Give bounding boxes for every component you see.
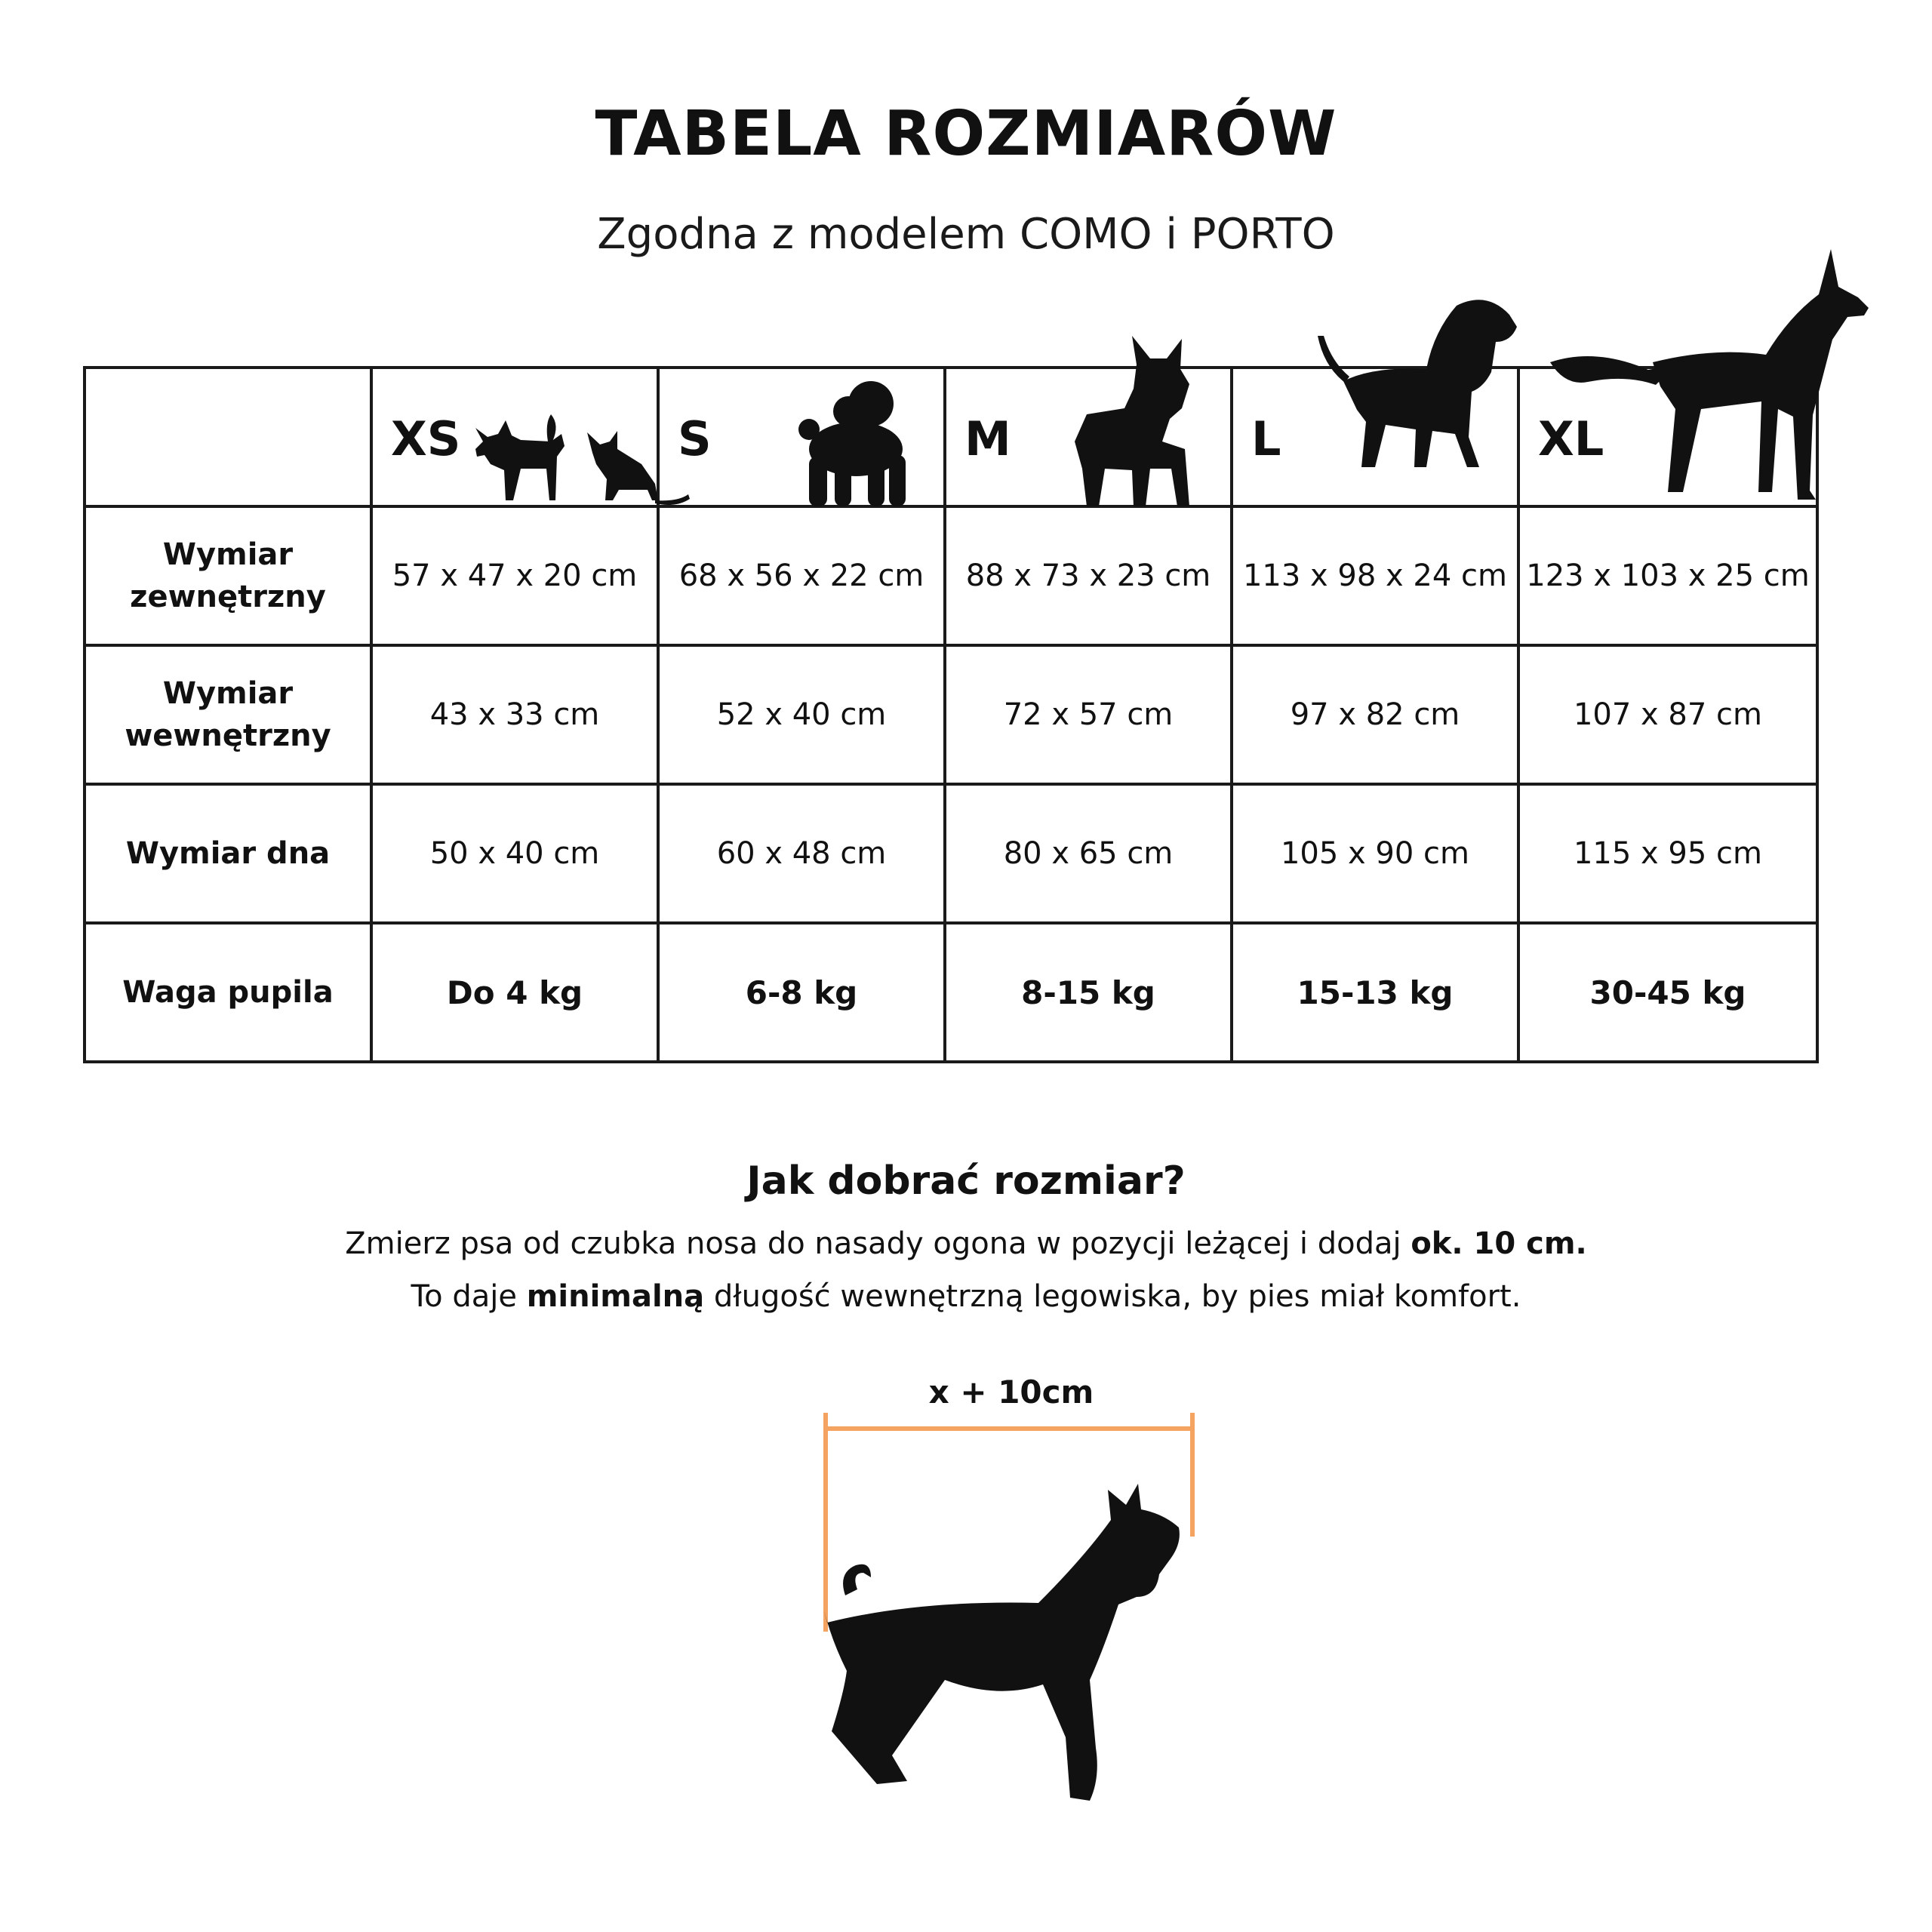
- howto-title: Jak dobrać rozmiar?: [746, 1158, 1186, 1204]
- size-label: M: [964, 411, 1011, 466]
- howto-emphasis: minimalną: [526, 1279, 705, 1314]
- table-cell: 50 x 40 cm: [371, 784, 658, 923]
- papillon-and-cat-icon: [468, 411, 694, 509]
- table-row: [85, 506, 1817, 645]
- french-bulldog-icon: [1072, 336, 1215, 509]
- measured-dog-figure: [755, 1396, 1238, 1864]
- howto-line-2: [0, 1279, 1932, 1314]
- row-label: Wymiar wewnętrzny: [85, 645, 371, 784]
- size-label: XS: [391, 411, 461, 466]
- size-label: L: [1251, 411, 1281, 466]
- table-cell: 8-15 kg: [945, 923, 1232, 1062]
- table-cell: 123 x 103 x 25 cm: [1518, 506, 1817, 645]
- table-cell: Do 4 kg: [371, 923, 658, 1062]
- table-cell: 60 x 48 cm: [658, 784, 945, 923]
- howto-text: To daje: [411, 1279, 527, 1314]
- table-cell: 52 x 40 cm: [658, 645, 945, 784]
- page-title: TABELA ROZMIARÓW: [595, 98, 1337, 170]
- table-row: [85, 784, 1817, 923]
- table-row: [85, 923, 1817, 1062]
- row-label: Wymiar dna: [85, 784, 371, 923]
- corner-cell: [85, 368, 371, 506]
- table-cell: 105 x 90 cm: [1232, 784, 1518, 923]
- table-cell: 30-45 kg: [1518, 923, 1817, 1062]
- size-label: XL: [1538, 411, 1604, 466]
- table-cell: 113 x 98 x 24 cm: [1232, 506, 1518, 645]
- table-cell: 6-8 kg: [658, 923, 945, 1062]
- howto-line-1: [0, 1226, 1932, 1261]
- schnauzer-icon: [824, 1484, 1180, 1801]
- table-cell: 115 x 95 cm: [1518, 784, 1817, 923]
- table-cell: 97 x 82 cm: [1232, 645, 1518, 784]
- howto-text: długość wewnętrzną legowiska, by pies miał komfort.: [704, 1279, 1521, 1314]
- howto-text: Zmierz psa od czubka nosa do nasady ogona w pozycji leżącej i dodaj: [345, 1226, 1411, 1261]
- measure-label: x + 10cm: [928, 1374, 1094, 1411]
- table-cell: 88 x 73 x 23 cm: [945, 506, 1232, 645]
- table-cell: 107 x 87 cm: [1518, 645, 1817, 784]
- table-cell: 68 x 56 x 22 cm: [658, 506, 945, 645]
- shepherd-icon: [1547, 249, 1872, 521]
- size-label: S: [678, 411, 712, 466]
- poodle-icon: [792, 374, 921, 509]
- table-row: [85, 645, 1817, 784]
- table-cell: 15-13 kg: [1232, 923, 1518, 1062]
- spaniel-icon: [1313, 298, 1524, 509]
- page-subtitle: Zgodna z modelem COMO i PORTO: [597, 210, 1335, 259]
- row-label: Wymiar zewnętrzny: [85, 506, 371, 645]
- row-label: Waga pupila: [85, 923, 371, 1062]
- table-cell: 57 x 47 x 20 cm: [371, 506, 658, 645]
- table-cell: 43 x 33 cm: [371, 645, 658, 784]
- table-cell: 80 x 65 cm: [945, 784, 1232, 923]
- howto-emphasis: ok. 10 cm.: [1411, 1226, 1587, 1261]
- table-cell: 72 x 57 cm: [945, 645, 1232, 784]
